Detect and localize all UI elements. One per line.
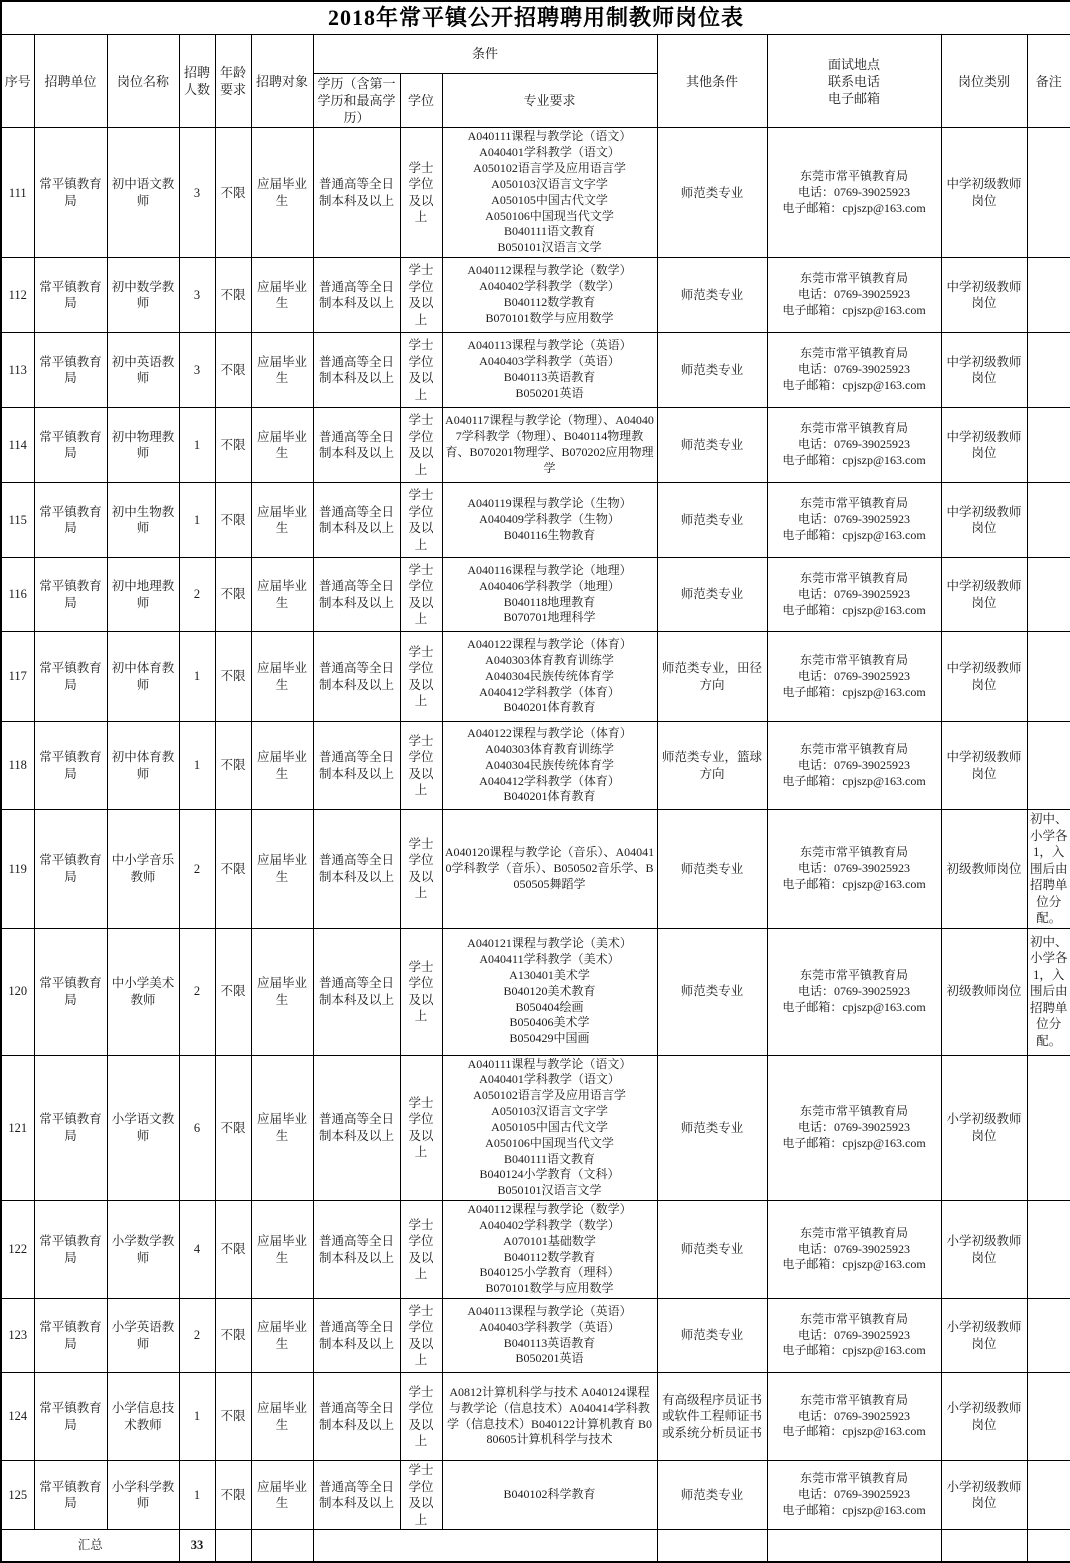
cell-seq: 118 <box>1 722 34 810</box>
table-row <box>1 1201 1070 1299</box>
cell-count: 1 <box>179 722 215 810</box>
cell-degree: 学士学位及以上 <box>400 1201 442 1299</box>
cell-contact: 东莞市常平镇教育局 电话：0769-39025923 电子邮箱：cpjszp@163.com <box>767 632 941 722</box>
table-row <box>1 483 1070 558</box>
cell-remark <box>1027 483 1070 558</box>
cell-seq: 125 <box>1 1461 34 1530</box>
cell-contact: 东莞市常平镇教育局 电话：0769-39025923 电子邮箱：cpjszp@163.com <box>767 1299 941 1373</box>
cell-unit: 常平镇教育局 <box>34 333 107 408</box>
table-row <box>1 722 1070 810</box>
cell-degree: 学士学位及以上 <box>400 408 442 483</box>
cell-category: 中学初级教师岗位 <box>941 408 1027 483</box>
cell-other: 师范类专业 <box>657 810 767 929</box>
cell-seq: 115 <box>1 483 34 558</box>
cell-seq: 116 <box>1 558 34 632</box>
cell-category: 中学初级教师岗位 <box>941 632 1027 722</box>
header-row-1 <box>1 35 1070 74</box>
header-other: 其他条件 <box>657 35 767 128</box>
cell-seq: 120 <box>1 928 34 1055</box>
cell-count: 2 <box>179 928 215 1055</box>
table-row <box>1 408 1070 483</box>
cell-age: 不限 <box>215 928 251 1055</box>
summary-empty-cell <box>215 1530 251 1562</box>
header-unit: 招聘单位 <box>34 35 107 128</box>
cell-degree: 学士学位及以上 <box>400 1055 442 1200</box>
cell-unit: 常平镇教育局 <box>34 1299 107 1373</box>
cell-target: 应届毕业生 <box>251 408 313 483</box>
cell-other: 师范类专业，田径方向 <box>657 632 767 722</box>
cell-contact: 东莞市常平镇教育局 电话：0769-39025923 电子邮箱：cpjszp@163.com <box>767 1055 941 1200</box>
cell-position: 中小学美术教师 <box>107 928 179 1055</box>
cell-majors: A040117课程与教学论（物理）、A040407学科教学（物理）、B040114物理教育、B070201物理学、B070202应用物理学 <box>442 408 657 483</box>
cell-education: 普通高等全日制本科及以上 <box>313 928 400 1055</box>
cell-position: 初中体育教师 <box>107 632 179 722</box>
table-row <box>1 333 1070 408</box>
cell-contact: 东莞市常平镇教育局 电话：0769-39025923 电子邮箱：cpjszp@163.com <box>767 333 941 408</box>
cell-category: 初级教师岗位 <box>941 810 1027 929</box>
cell-education: 普通高等全日制本科及以上 <box>313 258 400 333</box>
cell-remark <box>1027 408 1070 483</box>
cell-degree: 学士学位及以上 <box>400 810 442 929</box>
cell-education: 普通高等全日制本科及以上 <box>313 558 400 632</box>
table-row <box>1 258 1070 333</box>
cell-other: 师范类专业 <box>657 333 767 408</box>
cell-degree: 学士学位及以上 <box>400 632 442 722</box>
cell-contact: 东莞市常平镇教育局 电话：0769-39025923 电子邮箱：cpjszp@163.com <box>767 258 941 333</box>
cell-target: 应届毕业生 <box>251 1299 313 1373</box>
cell-unit: 常平镇教育局 <box>34 258 107 333</box>
cell-degree: 学士学位及以上 <box>400 558 442 632</box>
header-category: 岗位类别 <box>941 35 1027 128</box>
cell-seq: 112 <box>1 258 34 333</box>
cell-category: 中学初级教师岗位 <box>941 333 1027 408</box>
cell-majors: A040111课程与教学论（语文） A040401学科教学（语文） A050102语言学及应用语言学 A050103汉语言文字学 A050105中国古代文学 A050106中国现当代文学 B040111语文教育 B050101汉语言文学 <box>442 128 657 258</box>
cell-position: 初中语文教师 <box>107 128 179 258</box>
cell-age: 不限 <box>215 632 251 722</box>
cell-other: 师范类专业 <box>657 483 767 558</box>
cell-age: 不限 <box>215 408 251 483</box>
cell-remark <box>1027 128 1070 258</box>
cell-category: 初级教师岗位 <box>941 928 1027 1055</box>
cell-position: 小学数学教师 <box>107 1201 179 1299</box>
cell-seq: 111 <box>1 128 34 258</box>
cell-degree: 学士学位及以上 <box>400 1299 442 1373</box>
cell-degree: 学士学位及以上 <box>400 483 442 558</box>
cell-majors: A040113课程与教学论（英语） A040403学科教学（英语） B040113英语教育 B050201英语 <box>442 1299 657 1373</box>
cell-target: 应届毕业生 <box>251 558 313 632</box>
cell-unit: 常平镇教育局 <box>34 483 107 558</box>
cell-position: 初中地理教师 <box>107 558 179 632</box>
cell-contact: 东莞市常平镇教育局 电话：0769-39025923 电子邮箱：cpjszp@163.com <box>767 128 941 258</box>
cell-majors: A040120课程与教学论（音乐）、A040410学科教学（音乐）、B050502音乐学、B050505舞蹈学 <box>442 810 657 929</box>
cell-category: 中学初级教师岗位 <box>941 722 1027 810</box>
cell-remark <box>1027 333 1070 408</box>
header-education: 学历（含第一学历和最高学历） <box>313 74 400 128</box>
cell-remark <box>1027 1373 1070 1461</box>
cell-target: 应届毕业生 <box>251 722 313 810</box>
cell-majors: A040111课程与教学论（语文） A040401学科教学（语文） A050102语言学及应用语言学 A050103汉语言文字学 A050105中国古代文学 A050106中国现当代文学 B040111语文教育 B040124小学教育（文科） B050101汉语言文学 <box>442 1055 657 1200</box>
header-seq: 序号 <box>1 35 34 128</box>
cell-education: 普通高等全日制本科及以上 <box>313 632 400 722</box>
cell-position: 初中英语教师 <box>107 333 179 408</box>
cell-contact: 东莞市常平镇教育局 电话：0769-39025923 电子邮箱：cpjszp@163.com <box>767 1201 941 1299</box>
cell-education: 普通高等全日制本科及以上 <box>313 1201 400 1299</box>
cell-other: 师范类专业 <box>657 1299 767 1373</box>
cell-seq: 124 <box>1 1373 34 1461</box>
cell-degree: 学士学位及以上 <box>400 1373 442 1461</box>
cell-count: 6 <box>179 1055 215 1200</box>
cell-degree: 学士学位及以上 <box>400 1461 442 1530</box>
cell-category: 中学初级教师岗位 <box>941 483 1027 558</box>
cell-education: 普通高等全日制本科及以上 <box>313 408 400 483</box>
page-title: 2018年常平镇公开招聘聘用制教师岗位表 <box>1 1 1070 35</box>
cell-unit: 常平镇教育局 <box>34 722 107 810</box>
cell-education: 普通高等全日制本科及以上 <box>313 722 400 810</box>
cell-age: 不限 <box>215 1299 251 1373</box>
cell-education: 普通高等全日制本科及以上 <box>313 483 400 558</box>
cell-education: 普通高等全日制本科及以上 <box>313 810 400 929</box>
table-row <box>1 1055 1070 1200</box>
cell-degree: 学士学位及以上 <box>400 258 442 333</box>
cell-seq: 119 <box>1 810 34 929</box>
cell-unit: 常平镇教育局 <box>34 928 107 1055</box>
summary-empty-cell <box>767 1530 941 1562</box>
cell-other: 有高级程序员证书或软件工程师证书或系统分析员证书 <box>657 1373 767 1461</box>
cell-other: 师范类专业 <box>657 258 767 333</box>
cell-position: 小学语文教师 <box>107 1055 179 1200</box>
cell-target: 应届毕业生 <box>251 928 313 1055</box>
cell-unit: 常平镇教育局 <box>34 1055 107 1200</box>
header-degree: 学位 <box>400 74 442 128</box>
cell-seq: 123 <box>1 1299 34 1373</box>
cell-degree: 学士学位及以上 <box>400 722 442 810</box>
summary-empty-cell <box>657 1530 767 1562</box>
cell-degree: 学士学位及以上 <box>400 928 442 1055</box>
cell-remark <box>1027 1299 1070 1373</box>
cell-majors: A040116课程与教学论（地理） A040406学科教学（地理） B040118地理教育 B070701地理科学 <box>442 558 657 632</box>
cell-unit: 常平镇教育局 <box>34 1373 107 1461</box>
cell-other: 师范类专业，篮球方向 <box>657 722 767 810</box>
cell-age: 不限 <box>215 722 251 810</box>
cell-other: 师范类专业 <box>657 558 767 632</box>
cell-seq: 121 <box>1 1055 34 1200</box>
cell-remark: 初中、小学各1，入围后由招聘单位分配。 <box>1027 810 1070 929</box>
cell-category: 小学初级教师岗位 <box>941 1201 1027 1299</box>
cell-position: 小学英语教师 <box>107 1299 179 1373</box>
cell-degree: 学士学位及以上 <box>400 128 442 258</box>
cell-education: 普通高等全日制本科及以上 <box>313 1299 400 1373</box>
cell-age: 不限 <box>215 810 251 929</box>
cell-remark: 初中、小学各1，入围后由招聘单位分配。 <box>1027 928 1070 1055</box>
cell-count: 1 <box>179 483 215 558</box>
cell-remark <box>1027 632 1070 722</box>
cell-position: 初中体育教师 <box>107 722 179 810</box>
table-row <box>1 1373 1070 1461</box>
cell-majors: A040112课程与教学论（数学） A040402学科教学（数学） B040112数学教育 B070101数学与应用数学 <box>442 258 657 333</box>
cell-age: 不限 <box>215 1055 251 1200</box>
cell-age: 不限 <box>215 258 251 333</box>
cell-contact: 东莞市常平镇教育局 电话：0769-39025923 电子邮箱：cpjszp@163.com <box>767 1373 941 1461</box>
cell-count: 1 <box>179 632 215 722</box>
cell-other: 师范类专业 <box>657 928 767 1055</box>
table-row <box>1 1299 1070 1373</box>
cell-education: 普通高等全日制本科及以上 <box>313 128 400 258</box>
cell-position: 中小学音乐教师 <box>107 810 179 929</box>
cell-count: 2 <box>179 558 215 632</box>
header-age: 年龄要求 <box>215 35 251 128</box>
cell-count: 1 <box>179 1461 215 1530</box>
cell-target: 应届毕业生 <box>251 1461 313 1530</box>
cell-count: 1 <box>179 1373 215 1461</box>
cell-unit: 常平镇教育局 <box>34 1201 107 1299</box>
cell-position: 初中数学教师 <box>107 258 179 333</box>
title-row <box>1 1 1070 35</box>
header-position: 岗位名称 <box>107 35 179 128</box>
table-row <box>1 1461 1070 1530</box>
cell-count: 3 <box>179 258 215 333</box>
cell-age: 不限 <box>215 558 251 632</box>
header-count: 招聘人数 <box>179 35 215 128</box>
cell-category: 小学初级教师岗位 <box>941 1299 1027 1373</box>
cell-count: 3 <box>179 333 215 408</box>
header-condition-group: 条件 <box>313 35 657 74</box>
table-row <box>1 810 1070 929</box>
cell-unit: 常平镇教育局 <box>34 408 107 483</box>
cell-count: 1 <box>179 408 215 483</box>
cell-other: 师范类专业 <box>657 1461 767 1530</box>
cell-position: 小学科学教师 <box>107 1461 179 1530</box>
cell-unit: 常平镇教育局 <box>34 810 107 929</box>
cell-contact: 东莞市常平镇教育局 电话：0769-39025923 电子邮箱：cpjszp@163.com <box>767 408 941 483</box>
cell-target: 应届毕业生 <box>251 258 313 333</box>
cell-age: 不限 <box>215 1373 251 1461</box>
cell-contact: 东莞市常平镇教育局 电话：0769-39025923 电子邮箱：cpjszp@163.com <box>767 483 941 558</box>
cell-other: 师范类专业 <box>657 1055 767 1200</box>
header-target: 招聘对象 <box>251 35 313 128</box>
summary-row <box>1 1530 1070 1562</box>
cell-unit: 常平镇教育局 <box>34 558 107 632</box>
summary-total: 33 <box>179 1530 215 1562</box>
summary-empty-cell <box>941 1530 1027 1562</box>
cell-position: 初中生物教师 <box>107 483 179 558</box>
cell-target: 应届毕业生 <box>251 1201 313 1299</box>
cell-seq: 117 <box>1 632 34 722</box>
cell-majors: A0812计算机科学与技术 A040124课程与教学论（信息技术）A040414学科教学（信息技术）B040122计算机教育 B080605计算机科学与技术 <box>442 1373 657 1461</box>
cell-seq: 122 <box>1 1201 34 1299</box>
cell-category: 小学初级教师岗位 <box>941 1055 1027 1200</box>
cell-category: 小学初级教师岗位 <box>941 1461 1027 1530</box>
cell-contact: 东莞市常平镇教育局 电话：0769-39025923 电子邮箱：cpjszp@163.com <box>767 810 941 929</box>
cell-remark <box>1027 1055 1070 1200</box>
cell-age: 不限 <box>215 128 251 258</box>
cell-other: 师范类专业 <box>657 1201 767 1299</box>
cell-target: 应届毕业生 <box>251 1055 313 1200</box>
cell-majors: A040121课程与教学论（美术） A040411学科教学（美术） A130401美术学 B040120美术教育 B050404绘画 B050406美术学 B050429中国画 <box>442 928 657 1055</box>
cell-other: 师范类专业 <box>657 128 767 258</box>
cell-age: 不限 <box>215 333 251 408</box>
header-majors: 专业要求 <box>442 74 657 128</box>
cell-remark <box>1027 1201 1070 1299</box>
cell-category: 中学初级教师岗位 <box>941 128 1027 258</box>
cell-education: 普通高等全日制本科及以上 <box>313 333 400 408</box>
cell-majors: A040122课程与教学论（体育） A040303体育教育训练学 A040304民族传统体育学 A040412学科教学（体育） B040201体育教育 <box>442 722 657 810</box>
cell-remark <box>1027 1461 1070 1530</box>
cell-majors: B040102科学教育 <box>442 1461 657 1530</box>
cell-target: 应届毕业生 <box>251 128 313 258</box>
summary-empty-cell <box>313 1530 657 1562</box>
cell-target: 应届毕业生 <box>251 1373 313 1461</box>
cell-contact: 东莞市常平镇教育局 电话：0769-39025923 电子邮箱：cpjszp@163.com <box>767 722 941 810</box>
cell-count: 4 <box>179 1201 215 1299</box>
cell-target: 应届毕业生 <box>251 810 313 929</box>
cell-education: 普通高等全日制本科及以上 <box>313 1461 400 1530</box>
cell-category: 小学初级教师岗位 <box>941 1373 1027 1461</box>
cell-majors: A040112课程与教学论（数学） A040402学科教学（数学） A070101基础数学 B040112数学教育 B040125小学教育（理科） B070101数学与应用数学 <box>442 1201 657 1299</box>
cell-age: 不限 <box>215 1461 251 1530</box>
cell-unit: 常平镇教育局 <box>34 632 107 722</box>
cell-age: 不限 <box>215 1201 251 1299</box>
cell-target: 应届毕业生 <box>251 333 313 408</box>
table-row <box>1 128 1070 258</box>
cell-other: 师范类专业 <box>657 408 767 483</box>
table-row <box>1 632 1070 722</box>
cell-seq: 113 <box>1 333 34 408</box>
cell-count: 2 <box>179 810 215 929</box>
cell-count: 3 <box>179 128 215 258</box>
header-contact: 面试地点 联系电话 电子邮箱 <box>767 35 941 128</box>
cell-degree: 学士学位及以上 <box>400 333 442 408</box>
cell-target: 应届毕业生 <box>251 483 313 558</box>
cell-category: 中学初级教师岗位 <box>941 558 1027 632</box>
cell-contact: 东莞市常平镇教育局 电话：0769-39025923 电子邮箱：cpjszp@163.com <box>767 1461 941 1530</box>
cell-education: 普通高等全日制本科及以上 <box>313 1055 400 1200</box>
summary-empty-cell <box>251 1530 313 1562</box>
cell-remark <box>1027 258 1070 333</box>
summary-empty-cell <box>1027 1530 1070 1562</box>
cell-education: 普通高等全日制本科及以上 <box>313 1373 400 1461</box>
cell-count: 2 <box>179 1299 215 1373</box>
table-row <box>1 558 1070 632</box>
cell-remark <box>1027 722 1070 810</box>
cell-unit: 常平镇教育局 <box>34 1461 107 1530</box>
cell-remark <box>1027 558 1070 632</box>
cell-majors: A040122课程与教学论（体育） A040303体育教育训练学 A040304民族传统体育学 A040412学科教学（体育） B040201体育教育 <box>442 632 657 722</box>
cell-unit: 常平镇教育局 <box>34 128 107 258</box>
cell-contact: 东莞市常平镇教育局 电话：0769-39025923 电子邮箱：cpjszp@163.com <box>767 928 941 1055</box>
cell-majors: A040119课程与教学论（生物） A040409学科教学（生物） B040116生物教育 <box>442 483 657 558</box>
cell-position: 小学信息技术教师 <box>107 1373 179 1461</box>
cell-category: 中学初级教师岗位 <box>941 258 1027 333</box>
cell-contact: 东莞市常平镇教育局 电话：0769-39025923 电子邮箱：cpjszp@163.com <box>767 558 941 632</box>
table-row <box>1 928 1070 1055</box>
summary-label: 汇总 <box>1 1530 179 1562</box>
cell-seq: 114 <box>1 408 34 483</box>
cell-position: 初中物理教师 <box>107 408 179 483</box>
cell-target: 应届毕业生 <box>251 632 313 722</box>
cell-age: 不限 <box>215 483 251 558</box>
cell-majors: A040113课程与教学论（英语） A040403学科教学（英语） B040113英语教育 B050201英语 <box>442 333 657 408</box>
header-remark: 备注 <box>1027 35 1070 128</box>
